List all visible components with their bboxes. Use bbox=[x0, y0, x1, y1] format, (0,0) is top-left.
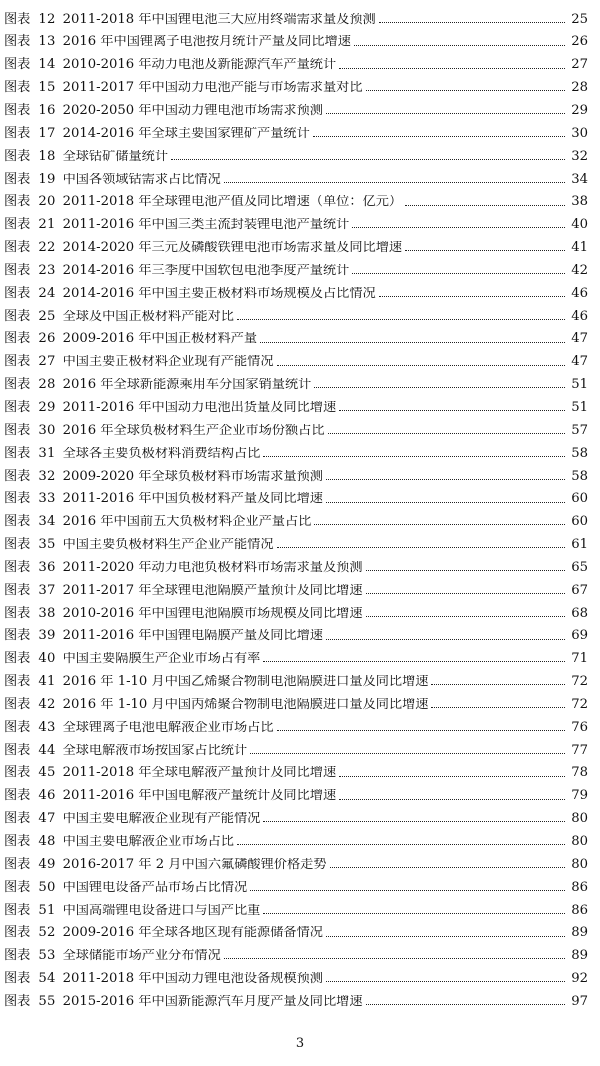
figure-title: 2011-2017 年中国动力电池产能与市场需求量对比 bbox=[62, 81, 363, 95]
figure-prefix: 图表 bbox=[4, 57, 31, 73]
figure-prefix: 图表 bbox=[4, 331, 31, 347]
figure-title: 2016 年 1-10 月中国丙烯聚合物制电池隔膜进口量及同比增速 bbox=[62, 697, 429, 712]
dot-leader bbox=[405, 205, 565, 206]
figure-prefix: 图表 bbox=[4, 445, 31, 461]
figure-prefix: 图表 bbox=[4, 948, 31, 964]
figure-number: 31 bbox=[38, 445, 56, 461]
figure-title: 全球及中国正极材料产能对比 bbox=[62, 309, 234, 323]
figure-number: 49 bbox=[38, 856, 56, 872]
figure-title: 全球锂离子电池电解液企业市场占比 bbox=[62, 720, 274, 734]
figure-page-number: 40 bbox=[571, 217, 588, 233]
figure-page-number: 89 bbox=[571, 925, 588, 941]
figure-prefix: 图表 bbox=[4, 834, 31, 850]
figure-number: 50 bbox=[38, 879, 56, 895]
figure-page-number: 32 bbox=[571, 148, 588, 164]
figure-prefix: 图表 bbox=[4, 628, 31, 644]
figure-page-number: 68 bbox=[571, 605, 588, 621]
toc-entry[interactable] bbox=[4, 734, 588, 757]
dot-leader bbox=[171, 159, 565, 160]
figure-page-number: 65 bbox=[571, 559, 588, 575]
figure-title: 全球钴矿储量统计 bbox=[62, 149, 169, 163]
figure-prefix: 图表 bbox=[4, 217, 31, 233]
figure-page-number: 47 bbox=[571, 331, 588, 347]
figure-page-number: 72 bbox=[571, 696, 588, 712]
figure-title: 2014-2020 年三元及磷酸铁锂电池市场需求量及同比增速 bbox=[62, 241, 403, 255]
toc-entry[interactable] bbox=[4, 72, 588, 95]
figure-title: 2011-2018 年中国动力锂电池设备规模预测 bbox=[62, 972, 323, 986]
figure-page-number: 61 bbox=[571, 537, 588, 553]
dot-leader bbox=[352, 273, 565, 274]
figure-number: 15 bbox=[38, 80, 56, 96]
figure-number: 48 bbox=[38, 834, 56, 850]
figure-page-number: 30 bbox=[571, 125, 588, 141]
toc-entry[interactable] bbox=[4, 94, 588, 117]
figure-number: 19 bbox=[38, 171, 56, 187]
toc-entry[interactable] bbox=[4, 391, 588, 414]
dot-leader bbox=[313, 136, 565, 137]
figure-title: 全球储能市场产业分布情况 bbox=[62, 949, 221, 963]
toc-entry[interactable] bbox=[4, 803, 588, 826]
dot-leader bbox=[326, 639, 565, 640]
dot-leader bbox=[366, 90, 565, 91]
figure-prefix: 图表 bbox=[4, 171, 31, 187]
figure-prefix: 图表 bbox=[4, 788, 31, 804]
figure-page-number: 29 bbox=[571, 103, 588, 119]
toc-entry[interactable] bbox=[4, 643, 588, 666]
toc-entry[interactable] bbox=[4, 49, 588, 72]
figure-page-number: 58 bbox=[571, 445, 588, 461]
figure-title: 中国主要电解液企业现有产能情况 bbox=[62, 812, 261, 826]
figure-page-number: 51 bbox=[571, 399, 588, 415]
figure-title: 2011-2018 年全球锂电池产值及同比增速（单位：亿元） bbox=[62, 195, 403, 209]
figure-number: 43 bbox=[38, 719, 56, 735]
dot-leader bbox=[326, 479, 565, 480]
figure-title: 2014-2016 年中国主要正极材料市场规模及占比情况 bbox=[62, 286, 376, 300]
figure-prefix: 图表 bbox=[4, 103, 31, 119]
toc-entry[interactable] bbox=[4, 825, 588, 848]
figure-page-number: 28 bbox=[571, 80, 588, 96]
figure-prefix: 图表 bbox=[4, 765, 31, 781]
figure-number: 36 bbox=[38, 559, 56, 575]
figure-prefix: 图表 bbox=[4, 674, 31, 690]
toc-entry[interactable] bbox=[4, 711, 588, 734]
figure-number: 42 bbox=[38, 696, 56, 712]
toc-entry[interactable] bbox=[4, 757, 588, 780]
figure-title: 2014-2016 年三季度中国软包电池季度产量统计 bbox=[62, 263, 350, 278]
dot-leader bbox=[366, 616, 565, 617]
figure-title: 2011-2016 年中国动力电池出货量及同比增速 bbox=[62, 400, 337, 415]
figure-page-number: 51 bbox=[571, 377, 588, 393]
figure-prefix: 图表 bbox=[4, 696, 31, 712]
dot-leader bbox=[354, 45, 565, 46]
figure-title: 2010-2016 年动力电池及新能源汽车产量统计 bbox=[62, 58, 337, 72]
figure-number: 44 bbox=[38, 742, 56, 758]
figure-number: 12 bbox=[38, 11, 56, 27]
figure-prefix: 图表 bbox=[4, 377, 31, 393]
toc-entry[interactable] bbox=[4, 369, 588, 392]
figure-number: 32 bbox=[38, 468, 56, 484]
figure-prefix: 图表 bbox=[4, 514, 31, 530]
figure-page-number: 79 bbox=[571, 788, 588, 804]
figure-prefix: 图表 bbox=[4, 993, 31, 1009]
dot-leader bbox=[263, 661, 565, 662]
toc-entry[interactable] bbox=[4, 26, 588, 49]
figure-prefix: 图表 bbox=[4, 971, 31, 987]
dot-leader bbox=[339, 776, 565, 777]
dot-leader bbox=[277, 547, 565, 548]
dot-leader bbox=[250, 890, 565, 891]
figure-title: 2009-2016 年中国正极材料产量 bbox=[62, 332, 258, 346]
figure-prefix: 图表 bbox=[4, 582, 31, 598]
figure-title: 中国高端锂电设备进口与国产比重 bbox=[62, 903, 261, 917]
dot-leader bbox=[431, 684, 565, 685]
figure-page-number: 78 bbox=[571, 765, 588, 781]
dot-leader bbox=[339, 410, 565, 411]
figure-title: 2016 年 1-10 月中国乙烯聚合物制电池隔膜进口量及同比增速 bbox=[62, 675, 429, 689]
dot-leader bbox=[326, 113, 565, 114]
figure-title: 2011-2020 年动力电池负极材料市场需求量及预测 bbox=[62, 560, 363, 575]
toc-entry[interactable] bbox=[4, 894, 588, 917]
figure-prefix: 图表 bbox=[4, 811, 31, 827]
figure-title: 2009-2020 年全球负极材料市场需求量预测 bbox=[62, 469, 323, 483]
figure-number: 20 bbox=[38, 194, 56, 210]
figure-page-number: 58 bbox=[571, 468, 588, 484]
figure-prefix: 图表 bbox=[4, 468, 31, 484]
table-of-figures bbox=[4, 3, 588, 1008]
toc-entry[interactable] bbox=[4, 780, 588, 803]
toc-entry[interactable] bbox=[4, 231, 588, 254]
dot-leader bbox=[260, 342, 565, 343]
dot-leader bbox=[366, 570, 565, 571]
figure-number: 29 bbox=[38, 399, 56, 415]
dot-leader bbox=[263, 821, 565, 822]
figure-number: 52 bbox=[38, 925, 56, 941]
toc-entry[interactable] bbox=[4, 3, 588, 26]
figure-number: 54 bbox=[38, 971, 56, 987]
toc-entry[interactable] bbox=[4, 848, 588, 871]
figure-title: 中国主要电解液企业市场占比 bbox=[62, 835, 234, 849]
toc-entry[interactable] bbox=[4, 688, 588, 711]
figure-title: 2016 年中国锂离子电池按月统计产量及同比增速 bbox=[62, 35, 351, 49]
toc-entry[interactable] bbox=[4, 209, 588, 232]
figure-title: 2009-2016 年全球各地区现有能源储备情况 bbox=[62, 926, 323, 940]
figure-prefix: 图表 bbox=[4, 742, 31, 758]
figure-page-number: 76 bbox=[571, 719, 588, 735]
toc-entry[interactable] bbox=[4, 346, 588, 369]
figure-title: 2011-2016 年中国三类主流封装锂电池产量统计 bbox=[62, 218, 350, 232]
figure-number: 53 bbox=[38, 948, 56, 964]
figure-number: 38 bbox=[38, 605, 56, 621]
figure-title: 2011-2017 年全球锂电池隔膜产量预计及同比增速 bbox=[62, 583, 363, 597]
toc-entry[interactable] bbox=[4, 300, 588, 323]
dot-leader bbox=[405, 250, 565, 251]
toc-entry[interactable] bbox=[4, 597, 588, 620]
dot-leader bbox=[277, 730, 565, 731]
figure-page-number: 92 bbox=[571, 971, 588, 987]
dot-leader bbox=[224, 182, 565, 183]
figure-title: 2016 年全球负极材料生产企业市场份额占比 bbox=[62, 423, 325, 438]
dot-leader bbox=[330, 867, 565, 868]
figure-page-number: 46 bbox=[571, 285, 588, 301]
figure-number: 16 bbox=[38, 103, 56, 119]
figure-prefix: 图表 bbox=[4, 537, 31, 553]
figure-page-number: 60 bbox=[571, 514, 588, 530]
dot-leader bbox=[263, 913, 565, 914]
figure-title: 全球各主要负极材料消费结构占比 bbox=[62, 446, 261, 460]
figure-number: 39 bbox=[38, 628, 56, 644]
figure-number: 47 bbox=[38, 811, 56, 827]
figure-title: 2011-2016 年中国电解液产量统计及同比增速 bbox=[62, 789, 337, 803]
figure-title: 中国锂电设备产品市场占比情况 bbox=[62, 880, 248, 894]
figure-number: 30 bbox=[38, 422, 56, 438]
toc-entry[interactable] bbox=[4, 985, 588, 1008]
toc-entry[interactable] bbox=[4, 483, 588, 506]
figure-prefix: 图表 bbox=[4, 399, 31, 415]
figure-page-number: 60 bbox=[571, 491, 588, 507]
figure-title: 中国主要隔膜生产企业市场占有率 bbox=[62, 652, 261, 666]
figure-page-number: 86 bbox=[571, 879, 588, 895]
figure-prefix: 图表 bbox=[4, 902, 31, 918]
figure-title: 2014-2016 年全球主要国家锂矿产量统计 bbox=[62, 126, 310, 141]
figure-prefix: 图表 bbox=[4, 308, 31, 324]
toc-entry[interactable] bbox=[4, 962, 588, 985]
dot-leader bbox=[366, 1004, 565, 1005]
figure-number: 25 bbox=[38, 308, 56, 324]
figure-number: 37 bbox=[38, 582, 56, 598]
toc-entry[interactable] bbox=[4, 528, 588, 551]
figure-number: 33 bbox=[38, 491, 56, 507]
toc-entry[interactable] bbox=[4, 460, 588, 483]
figure-title: 2016-2017 年 2 月中国六氟磷酸锂价格走势 bbox=[62, 857, 327, 872]
toc-entry[interactable] bbox=[4, 163, 588, 186]
figure-title: 2016 年全球新能源乘用车分国家销量统计 bbox=[62, 378, 312, 392]
dot-leader bbox=[328, 433, 565, 434]
figure-page-number: 86 bbox=[571, 902, 588, 918]
figure-number: 26 bbox=[38, 331, 56, 347]
dot-leader bbox=[326, 502, 565, 503]
figure-prefix: 图表 bbox=[4, 34, 31, 50]
figure-page-number: 80 bbox=[571, 811, 588, 827]
figure-title: 2011-2016 年中国负极材料产量及同比增速 bbox=[62, 492, 323, 506]
figure-title: 2020-2050 年中国动力锂电池市场需求预测 bbox=[62, 104, 323, 118]
toc-entry[interactable] bbox=[4, 186, 588, 209]
toc-entry[interactable] bbox=[4, 323, 588, 346]
dot-leader bbox=[263, 456, 565, 457]
figure-number: 40 bbox=[38, 651, 56, 667]
dot-leader bbox=[237, 844, 565, 845]
figure-title: 中国主要负极材料生产企业产能情况 bbox=[62, 538, 274, 552]
dot-leader bbox=[379, 296, 565, 297]
figure-title: 2015-2016 年中国新能源汽车月度产量及同比增速 bbox=[62, 994, 363, 1009]
figure-number: 13 bbox=[38, 34, 56, 50]
toc-entry[interactable] bbox=[4, 551, 588, 574]
figure-title: 全球电解液市场按国家占比统计 bbox=[62, 743, 248, 757]
dot-leader bbox=[339, 68, 565, 69]
dot-leader bbox=[339, 799, 565, 800]
figure-prefix: 图表 bbox=[4, 879, 31, 895]
figure-prefix: 图表 bbox=[4, 422, 31, 438]
dot-leader bbox=[366, 593, 565, 594]
figure-prefix: 图表 bbox=[4, 354, 31, 370]
figure-prefix: 图表 bbox=[4, 11, 31, 27]
figure-page-number: 80 bbox=[571, 856, 588, 872]
figure-page-number: 38 bbox=[571, 194, 588, 210]
figure-number: 51 bbox=[38, 902, 56, 918]
figure-page-number: 89 bbox=[571, 948, 588, 964]
figure-prefix: 图表 bbox=[4, 125, 31, 141]
figure-page-number: 57 bbox=[571, 422, 588, 438]
figure-number: 28 bbox=[38, 377, 56, 393]
figure-page-number: 71 bbox=[571, 651, 588, 667]
figure-number: 18 bbox=[38, 148, 56, 164]
figure-number: 14 bbox=[38, 57, 56, 73]
figure-number: 24 bbox=[38, 285, 56, 301]
figure-title: 2016 年中国前五大负极材料企业产量占比 bbox=[62, 515, 312, 529]
figure-number: 22 bbox=[38, 240, 56, 256]
figure-number: 27 bbox=[38, 354, 56, 370]
dot-leader bbox=[224, 958, 565, 959]
figure-title: 2010-2016 年中国锂电池隔膜市场规模及同比增速 bbox=[62, 606, 363, 620]
dot-leader bbox=[379, 22, 565, 23]
figure-number: 21 bbox=[38, 217, 56, 233]
figure-number: 46 bbox=[38, 788, 56, 804]
toc-entry[interactable] bbox=[4, 414, 588, 437]
figure-prefix: 图表 bbox=[4, 194, 31, 210]
figure-page-number: 97 bbox=[571, 993, 588, 1009]
figure-page-number: 26 bbox=[571, 34, 588, 50]
figure-prefix: 图表 bbox=[4, 925, 31, 941]
figure-prefix: 图表 bbox=[4, 491, 31, 507]
figure-prefix: 图表 bbox=[4, 605, 31, 621]
figure-prefix: 图表 bbox=[4, 559, 31, 575]
figure-page-number: 41 bbox=[571, 240, 588, 256]
figure-title: 2011-2018 年中国锂电池三大应用终端需求量及预测 bbox=[62, 12, 376, 26]
figure-page-number: 25 bbox=[571, 11, 588, 27]
figure-page-number: 34 bbox=[571, 171, 588, 187]
dot-leader bbox=[250, 753, 565, 754]
toc-entry[interactable] bbox=[4, 254, 588, 277]
dot-leader bbox=[314, 524, 565, 525]
dot-leader bbox=[237, 319, 565, 320]
dot-leader bbox=[326, 981, 565, 982]
figure-page-number: 69 bbox=[571, 628, 588, 644]
toc-entry[interactable] bbox=[4, 506, 588, 529]
figure-number: 17 bbox=[38, 125, 56, 141]
figure-prefix: 图表 bbox=[4, 856, 31, 872]
figure-page-number: 47 bbox=[571, 354, 588, 370]
toc-entry[interactable] bbox=[4, 277, 588, 300]
figure-prefix: 图表 bbox=[4, 719, 31, 735]
dot-leader bbox=[277, 365, 565, 366]
figure-page-number: 80 bbox=[571, 834, 588, 850]
figure-prefix: 图表 bbox=[4, 651, 31, 667]
page-number: 3 bbox=[295, 1036, 305, 1051]
figure-number: 45 bbox=[38, 765, 56, 781]
toc-entry[interactable] bbox=[4, 871, 588, 894]
figure-title: 中国主要正极材料企业现有产能情况 bbox=[62, 355, 274, 369]
figure-prefix: 图表 bbox=[4, 285, 31, 301]
figure-number: 35 bbox=[38, 537, 56, 553]
figure-title: 中国各领域钴需求占比情况 bbox=[62, 172, 221, 186]
dot-leader bbox=[431, 707, 565, 708]
figure-page-number: 72 bbox=[571, 674, 588, 690]
figure-page-number: 67 bbox=[571, 582, 588, 598]
toc-entry[interactable] bbox=[4, 574, 588, 597]
figure-number: 23 bbox=[38, 262, 56, 278]
figure-page-number: 77 bbox=[571, 742, 588, 758]
toc-entry[interactable] bbox=[4, 437, 588, 460]
dot-leader bbox=[326, 936, 565, 937]
figure-prefix: 图表 bbox=[4, 148, 31, 164]
figure-title: 2011-2018 年全球电解液产量预计及同比增速 bbox=[62, 766, 337, 780]
toc-entry[interactable] bbox=[4, 917, 588, 940]
figure-page-number: 46 bbox=[571, 308, 588, 324]
dot-leader bbox=[314, 387, 565, 388]
figure-page-number: 27 bbox=[571, 57, 588, 73]
figure-page-number: 42 bbox=[571, 262, 588, 278]
figure-number: 55 bbox=[38, 993, 56, 1009]
toc-entry[interactable] bbox=[4, 665, 588, 688]
toc-entry[interactable] bbox=[4, 117, 588, 140]
figure-prefix: 图表 bbox=[4, 262, 31, 278]
figure-number: 41 bbox=[38, 674, 56, 690]
toc-entry[interactable] bbox=[4, 940, 588, 963]
figure-prefix: 图表 bbox=[4, 240, 31, 256]
dot-leader bbox=[352, 227, 565, 228]
figure-title: 2011-2016 年中国锂电隔膜产量及同比增速 bbox=[62, 629, 323, 643]
toc-entry[interactable] bbox=[4, 620, 588, 643]
figure-number: 34 bbox=[38, 514, 56, 530]
toc-entry[interactable] bbox=[4, 140, 588, 163]
figure-prefix: 图表 bbox=[4, 80, 31, 96]
